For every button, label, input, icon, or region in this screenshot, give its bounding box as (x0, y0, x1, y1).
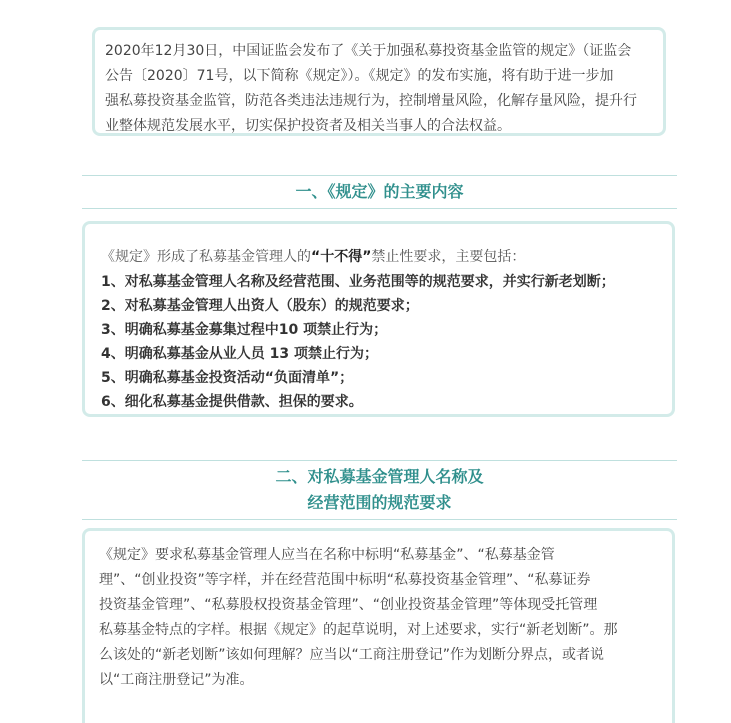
intro-line: 公告〔2020〕71号，以下简称《规定》）。《规定》的发布实施，将有助于进一步加 (105, 68, 614, 84)
rules-list (101, 270, 672, 414)
intro-line: 业整体规范发展水平，切实保护投资者及相关当事人的合法权益。 (105, 118, 511, 134)
body-line: 么该处的“新老划断”该如何理解？应当以“工商注册登记”作为划断分界点，或者说 (99, 647, 605, 663)
section1-lead (101, 246, 672, 268)
body-line: 以“工商注册登记”为准。 (99, 672, 254, 688)
list-item: 5、明确私募基金投资活动“负面清单”； (101, 370, 354, 386)
list-item: 4、明确私募基金从业人员 13 项禁止行为； (101, 346, 378, 362)
list-item: 2、对私募基金管理人出资人（股东）的规范要求； (101, 298, 419, 314)
intro-line: 强私募投资基金监管，防范各类违法违规行为，控制增量风险，化解存量风险，提升行 (105, 93, 637, 109)
intro-card (92, 27, 666, 136)
section1-card (82, 221, 675, 417)
list-item: 1、对私募基金管理人名称及经营范围、业务范围等的规范要求，并实行新老划断； (101, 274, 615, 290)
header-divider (82, 208, 677, 209)
section1-header (82, 175, 677, 209)
header-divider (82, 460, 677, 461)
lead-text: 禁止性要求，主要包括： (371, 249, 526, 265)
lead-emphasis: “十不得” (311, 249, 372, 265)
list-item: 3、明确私募基金募集过程中10 项禁止行为； (101, 322, 388, 338)
section2-title-line1: 二、对私募基金管理人名称及 (275, 467, 484, 486)
intro-line: 2020年12月30日，中国证监会发布了《关于加强私募投资基金监管的规定》（证监会 (105, 43, 632, 59)
header-divider (82, 175, 677, 176)
body-line: 《规定》要求私募基金管理人应当在名称中标明“私募基金”、“私募基金管 (99, 547, 555, 563)
section2-card (82, 528, 675, 723)
section2-header (82, 460, 677, 520)
header-divider (82, 519, 677, 520)
body-line: 理”、“创业投资”等字样，并在经营范围中标明“私募投资基金管理”、“私募证券 (99, 572, 591, 588)
body-line: 投资基金管理”、“私募股权投资基金管理”、“创业投资基金管理”等体现受托管理 (99, 597, 598, 613)
section2-title-line2: 经营范围的规范要求 (307, 493, 452, 512)
lead-text: 《规定》形成了私募基金管理人的 (101, 249, 311, 265)
body-line: 私募基金特点的字样。根据《规定》的起草说明，对上述要求，实行“新老划断”。那 (99, 622, 618, 638)
section1-title: 一、《规定》的主要内容 (295, 182, 464, 201)
list-item: 6、细化私募基金提供借款、担保的要求。 (101, 394, 363, 410)
